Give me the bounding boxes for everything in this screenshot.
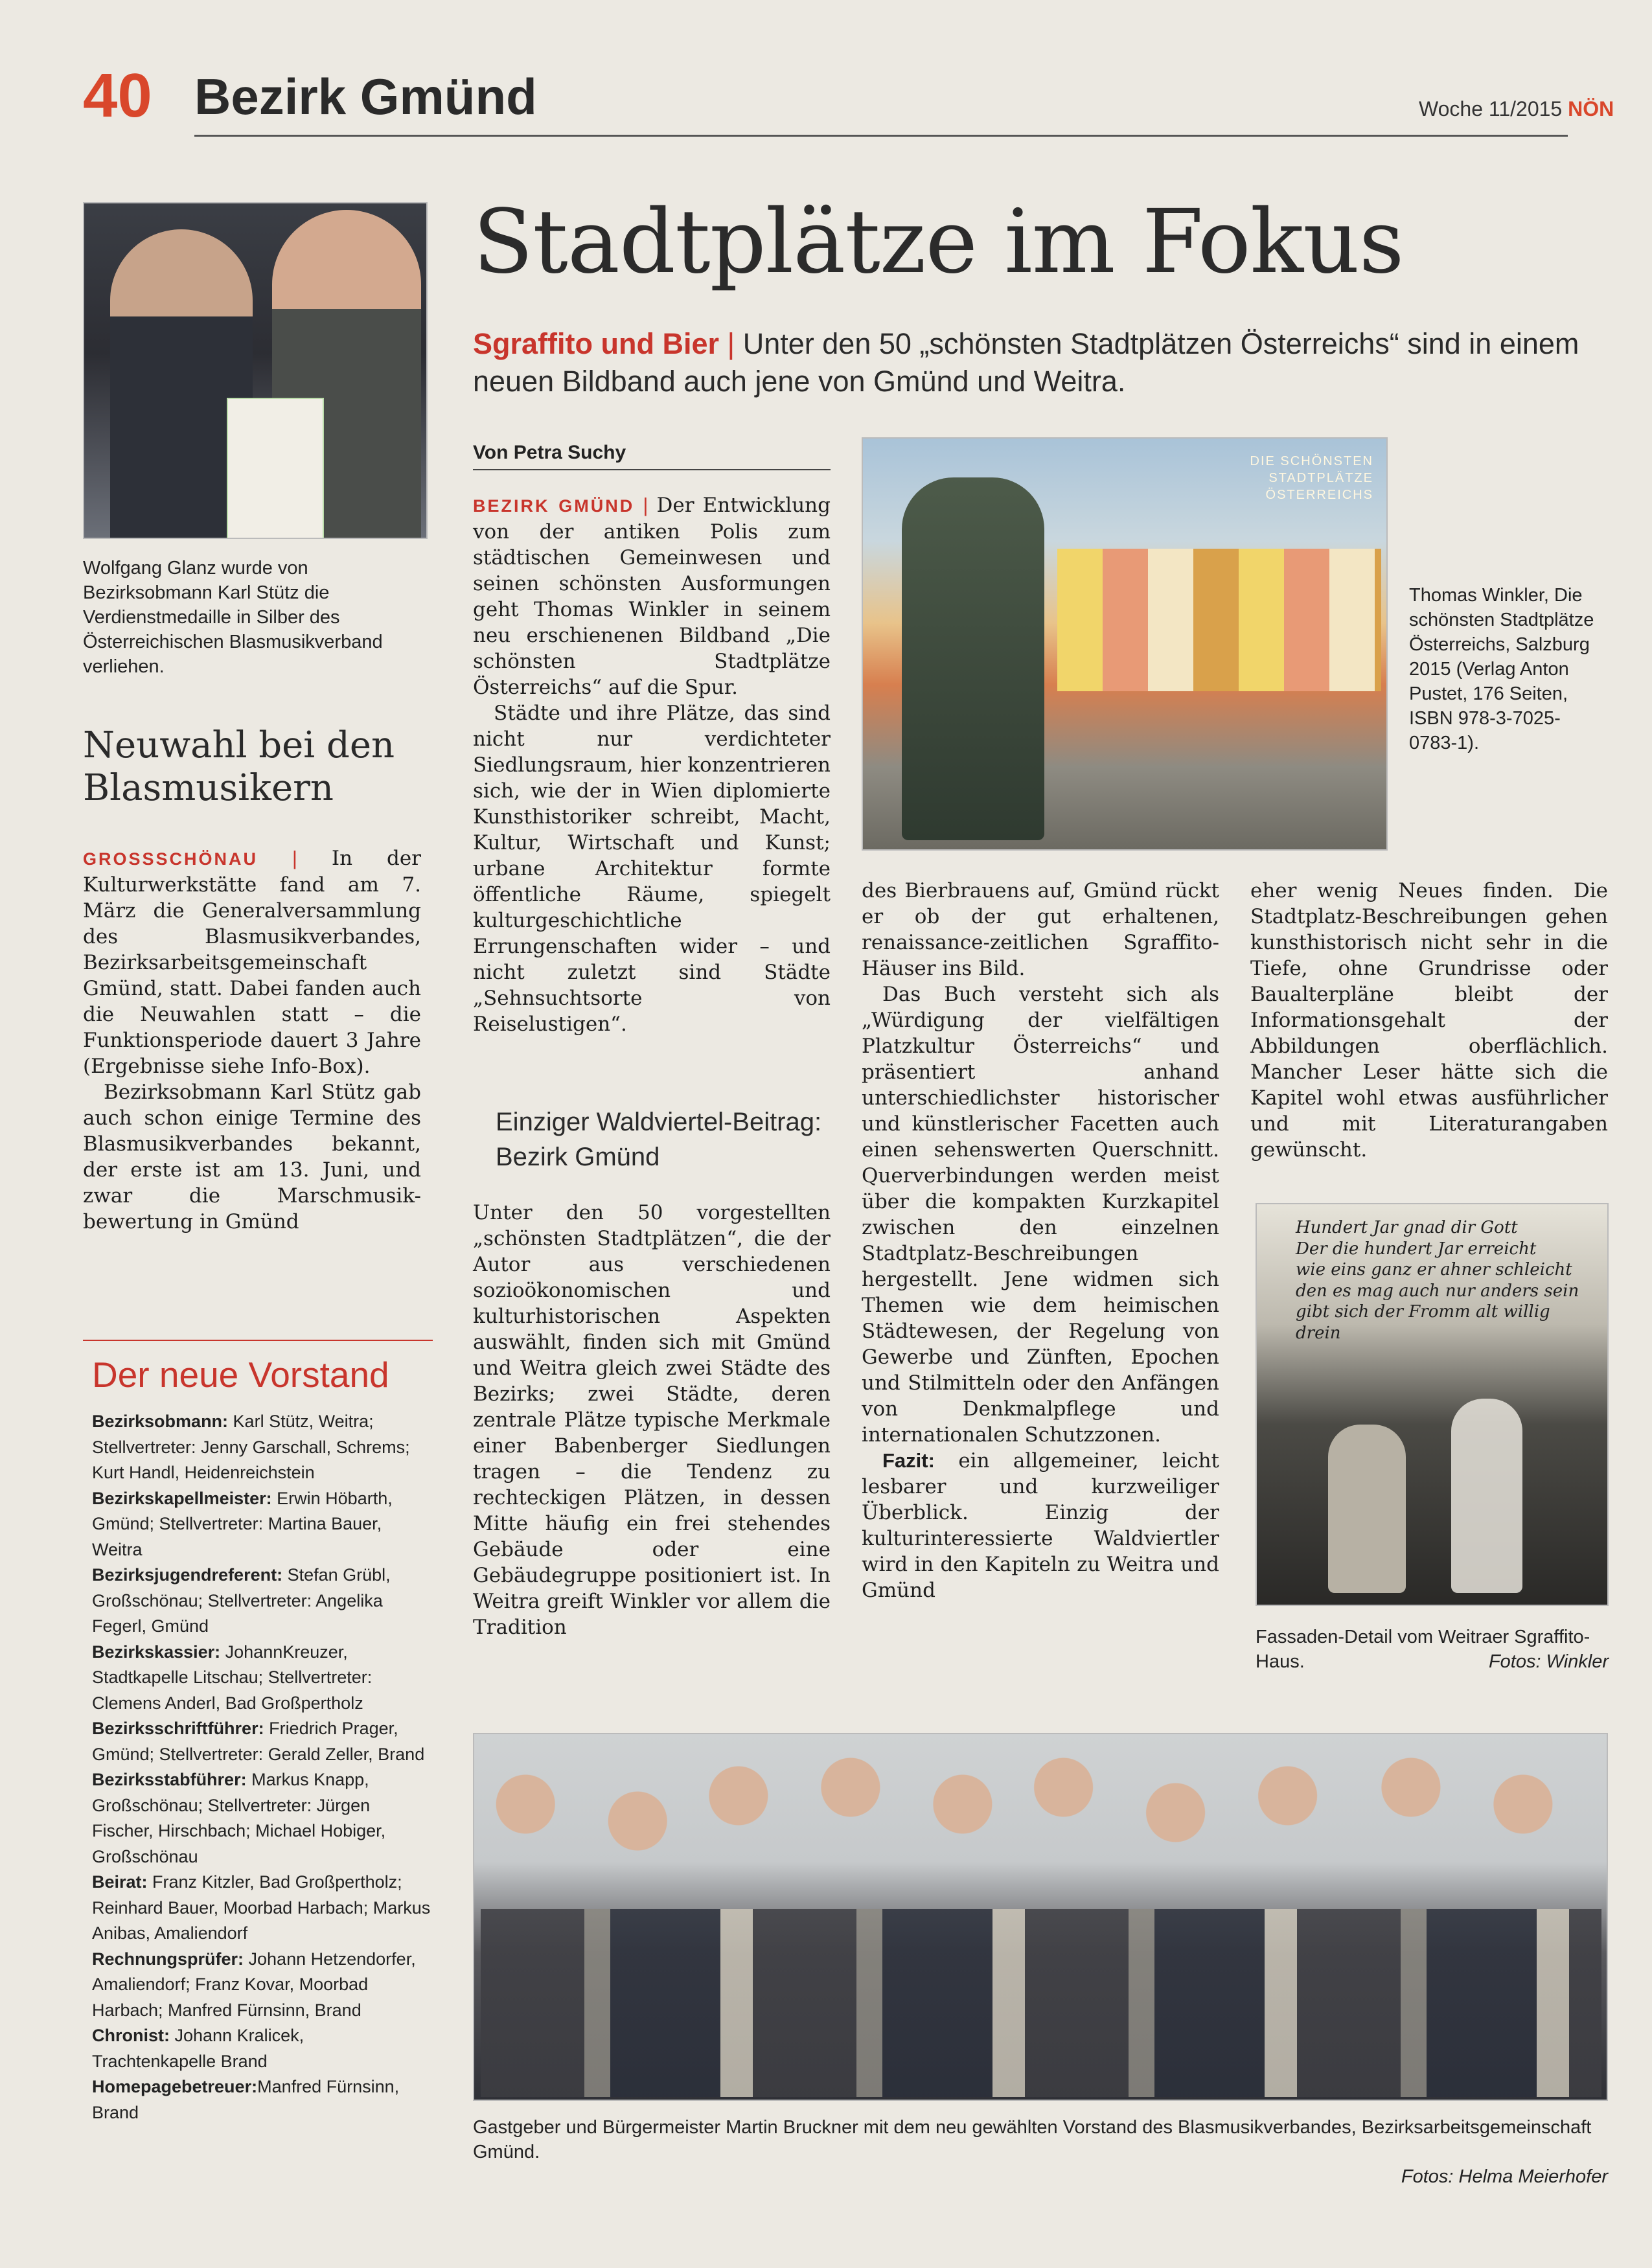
neuwahl-kicker: GROSSSCHÖNAU [83,849,258,869]
subhead-text: Unter den 50 „schönsten Stadtplätzen Österreichs“ sind in einem neuen Bildband auch jene von Gmünd und Weitra. [473,327,1579,398]
header-rule [194,135,1568,137]
article-column-2 [862,878,1219,1603]
vorstand-title: Der neue Vorstand [92,1355,389,1395]
book-cover-title: DIE SCHÖNSTEN STADTPLÄTZE ÖSTERREICHS [1250,454,1373,502]
neuwahl-paragraph: GROSSSCHÖNAU | In der Kulturwerkstätte fand am 7. März die Generalversammlung des Blasmusikverbandes, Bezirksarbeitsgemeinschaft Gmünd, statt. Dabei fanden auch die Neuwahlen statt – die Funktionsperiode dauert 3 Jahre (Ergebnisse siehe Info-Box). [83,847,421,1078]
vorstand-entry: Bezirksjugendreferent: Stefan Grübl, Großschönau; Stellvertreter: Angelika Fegerl, Gmünd [92,1565,391,1636]
neuwahl-paragraph: Bezirksobmann Karl Stütz gab auch schon einige Termine des Blasmusikverbandes bekannt, der erste ist am 13. Juni, und zwar die Marschmusik-bewertung in Gmünd [83,1081,421,1233]
fazit-label: Fazit: [882,1449,935,1472]
vorstand-entry: Bezirkskapellmeister: Erwin Höbarth, Gmünd; Stellvertreter: Martina Bauer, Weitra [92,1488,393,1559]
vorstand-entry: Beirat: Franz Kitzler, Bad Großpertholz; Reinhard Bauer, Moorbad Harbach; Markus Anibas, Amaliendorf [92,1872,431,1943]
article-column-3 [1250,878,1608,1163]
article-paragraph: Städte und ihre Plätze, das sind nicht nur verdichteter Siedlungsraum, hier konzentrieren sich, wie der in Wien diplomierte Kunsthistoriker schreibt, Macht, Kultur, Wirtschaft und Kunst; urbane Architektur formte öffentliche Räume, spiegelt kulturgeschichtliche Errungenschaften wider – und nicht zuletzt sind Städte „Sehnsuchtsorte von Reiselustigen“. [473,702,831,1036]
vorstand-entry: Bezirksstabführer: Markus Knapp, Großschönau; Stellvertreter: Jürgen Fischer, Hirschbach; Michael Hobiger, Großschönau [92,1770,386,1866]
issue-week: Woche 11/2015 [1419,97,1563,120]
book-cover-photo [862,437,1388,851]
vorstand-entry: Rechnungsprüfer: Johann Hetzendorfer, Amaliendorf; Franz Kovar, Moorbad Harbach; Manfred Fürnsinn, Brand [92,1949,416,2020]
award-photo [83,202,428,539]
brand-logo: NÖN [1568,97,1614,120]
article-column-1 [473,492,831,1037]
photo-credit: Fotos: Helma Meierhofer [1401,2166,1608,2187]
neuwahl-headline: Neuwahl bei den Blasmusikern [83,724,395,809]
issue-line [1419,97,1614,121]
vorstand-list [92,1409,432,2125]
article-paragraph: Fazit: ein allgemeiner, leicht lesbarer und kurzweiliger Überblick. Einzig der kulturinteressierte Waldviertler wird in den Kapiteln zu Weitra und Gmünd [862,1449,1219,1602]
fassade-caption: Fassaden-Detail vom Weitraer Sgraffito-Haus. Fotos: Winkler [1256,1625,1609,1674]
main-subhead: Sgraffito und Bier | Unter den 50 „schönsten Stadtplätzen Österreichs“ sind in einem neuen Bildband auch jene von Gmünd und Weitra. [473,327,1579,398]
award-caption: Wolfgang Glanz wurde von Bezirksobmann Karl Stütz die Verdienstmedaille in Silber des Österreichischen Blasmusikverband verliehen. [83,558,383,677]
article-kicker: BEZIRK GMÜND [473,496,635,516]
article-paragraph: Das Buch versteht sich als „Würdigung der vielfältigen Platzkultur Österreichs“ und präsentiert anhand unterschiedlichster historischer und künstlerischer Facetten auch einen sehenswerten Querschnitt. Querverbindungen werden meist über die kompakten Kurzkapitel zwischen den einzelnen Stadtplatz-Beschreibungen hergestellt. Jene widmen sich Themen wie dem heimischen Städtewesen, der Regelung von Gewerbe und Zünften, Epochen und Stilmitteln oder den Anfängen von Denkmalpflege und internationalen Schutzzonen. [862,983,1219,1447]
byline: Von Petra Suchy [473,442,831,470]
photo-credit: Fotos: Winkler [1488,1651,1609,1672]
article-paragraph: BEZIRK GMÜND | Der Entwicklung von der antiken Polis zum städtischen Gemeinwesen und seinen schönsten Ausformungen geht Thomas Winkler in seinem neu erschienenen Bildband „Die schönsten Stadtplätze Österreichs“ auf die Spur. [473,494,831,699]
group-photo [473,1733,1608,2101]
neuwahl-article [83,845,421,1235]
book-caption: Thomas Winkler, Die schönsten Stadtplätze Österreichs, Salzburg 2015 (Verlag Anton Pustet, 176 Seiten, ISBN 978-3-7025-0783-1). [1409,585,1594,753]
page-number: 40 [83,61,152,130]
vorstand-entry: Bezirksobmann: Karl Stütz, Weitra; Stellvertreter: Jenny Garschall, Schrems; Kurt Handl, Heidenreichstein [92,1412,410,1482]
vorstand-entry: Bezirkskassier: JohannKreuzer, Stadtkapelle Litschau; Stellvertreter: Clemens Anderl, Bad Großpertholz [92,1642,373,1713]
vorstand-entry: Bezirksschriftführer: Friedrich Prager, Gmünd; Stellvertreter: Gerald Zeller, Brand [92,1719,425,1764]
fassade-photo [1256,1203,1609,1606]
section-title: Bezirk Gmünd [194,68,537,125]
article-paragraph: eher wenig Neues finden. Die Stadtplatz-Beschreibungen gehen kunsthistorisch nicht sehr in die Tiefe, ohne Grundrisse oder Baualterpläne bleibt der Informationsgehalt der Abbildungen oberflächlich. Mancher Leser hätte sich die Kapitel wohl etwas ausführlicher und mit Literaturangaben gewünscht. [1250,879,1608,1162]
vorstand-entry: Chronist: Johann Kralicek, Trachtenkapelle Brand [92,2026,304,2071]
group-caption: Gastgeber und Bürgermeister Martin Bruckner mit dem neu gewählten Vorstand des Blasmusikverbandes, Bezirksarbeitsgemeinschaft Gmünd. Fotos: Helma Meierhofer [473,2115,1608,2189]
fassade-inscription: Hundert Jar gnad dir Gott Der die hundert Jar erreicht wie eins ganz er ahner schleicht den es mag auch nur anders sein gibt sich der Fromm alt willig drein [1296,1218,1579,1343]
subhead-kicker: Sgraffito und Bier [473,327,719,360]
vorstand-entry: Homepagebetreuer:Manfred Fürnsinn, Brand [92,2077,400,2122]
waldviertel-subhead: Einziger Waldviertel-Beitrag: Bezirk Gmünd [496,1108,822,1171]
main-headline: Stadtplätze im Fokus [473,191,1404,293]
article-column-1b [473,1200,831,1640]
vorstand-rule [83,1340,433,1341]
article-paragraph: Unter den 50 vorgestellten „schönsten Stadtplätzen“, die der Autor aus verschiedenen sozioökonomischen und kulturhistorischen Aspekten auswählt, finden sich mit Gmünd und Weitra gleich zwei Städte des Bezirks; zwei Städte, deren zentrale Plätze typische Merkmale einer Babenberger Siedlungen tragen – die Tendenz zu rechteckigen Plätzen, in dessen Mitte häufig ein frei stehendes Gebäude oder eine Gebäudegruppe positioniert ist. In Weitra greift Winkler vor allem die Tradition [473,1201,831,1639]
article-paragraph: des Bierbrauens auf, Gmünd rückt er ob der gut erhaltenen, renaissance-zeitlichen Sgraffito-Häuser ins Bild. [862,879,1219,980]
